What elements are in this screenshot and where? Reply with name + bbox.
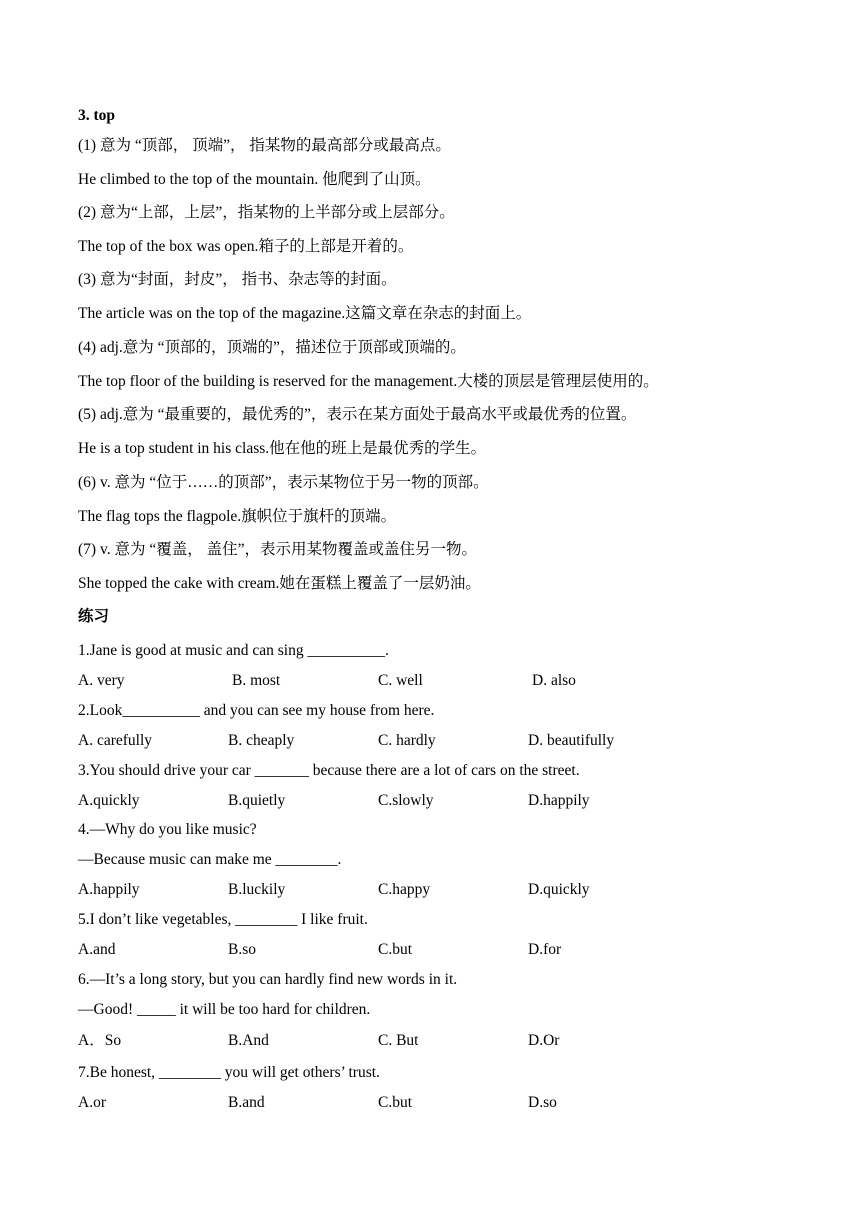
example-sentence: The top of the box was open.箱子的上部是开着的。: [78, 238, 414, 255]
option-d: D. beautifully: [528, 732, 615, 749]
option-d: D.quickly: [528, 881, 590, 898]
option-a: A.or: [78, 1094, 106, 1111]
option-d: D.so: [528, 1094, 557, 1111]
definition-line: (4) adj.意为 “顶部的，顶端的”，描述位于顶部或顶端的。: [78, 339, 466, 356]
example-sentence: The top floor of the building is reserved for the management.大楼的顶层是管理层使用的。: [78, 373, 659, 390]
question-stem-reply: —Because music can make me ________.: [78, 851, 342, 868]
option-a: A. very: [78, 672, 125, 689]
option-c: C.but: [378, 1094, 413, 1111]
question-stem: 5.I don’t like vegetables, ________ I like fruit.: [78, 911, 368, 928]
definition-line: (6) v. 意为 “位于……的顶部”，表示某物位于另一物的顶部。: [78, 474, 489, 491]
option-b: B.and: [228, 1094, 265, 1111]
definition-line: (7) v. 意为 “覆盖， 盖住”，表示用某物覆盖或盖住另一物。: [78, 541, 477, 558]
option-b: B. cheaply: [228, 732, 295, 749]
example-sentence: The flag tops the flagpole.旗帜位于旗杆的顶端。: [78, 508, 397, 525]
example-sentence: He climbed to the top of the mountain. 他爬到了山顶。: [78, 171, 431, 188]
section-heading: 3. top: [78, 107, 116, 124]
exercise-heading: 练习: [78, 608, 110, 625]
example-sentence: She topped the cake with cream.她在蛋糕上覆盖了一层奶油。: [78, 575, 481, 592]
question-stem: 4.—Why do you like music?: [78, 821, 257, 838]
question-stem: 2.Look__________ and you can see my house from here.: [78, 702, 435, 719]
question-options: [78, 1093, 778, 1113]
definition-line: (1) 意为 “顶部， 顶端”， 指某物的最高部分或最高点。: [78, 137, 451, 154]
question-stem: 3.You should drive your car _______ because there are a lot of cars on the street.: [78, 762, 580, 779]
question-options: [78, 791, 778, 811]
question-stem: 7.Be honest, ________ you will get others’ trust.: [78, 1064, 380, 1081]
question-stem: 6.—It’s a long story, but you can hardly find new words in it.: [78, 971, 458, 988]
question-options: [78, 880, 778, 900]
definition-line: (3) 意为“封面，封皮”， 指书、杂志等的封面。: [78, 271, 397, 288]
option-d: D.for: [528, 941, 562, 958]
option-c: C. hardly: [378, 732, 436, 749]
option-d: D.happily: [528, 792, 590, 809]
option-a: A.happily: [78, 881, 140, 898]
option-b: B. most: [232, 672, 281, 689]
option-b: B.luckily: [228, 881, 286, 898]
option-b: B.And: [228, 1032, 269, 1049]
option-a: A. carefully: [78, 732, 153, 749]
question-options: [78, 1031, 778, 1051]
question-options: [78, 731, 778, 751]
option-b: B.quietly: [228, 792, 286, 809]
option-d: D.Or: [528, 1032, 560, 1049]
question-stem: 1.Jane is good at music and can sing __________.: [78, 642, 389, 659]
example-sentence: He is a top student in his class.他在他的班上是最优秀的学生。: [78, 440, 487, 457]
question-options: [78, 940, 778, 960]
option-c: C.but: [378, 941, 413, 958]
option-c: C.slowly: [378, 792, 434, 809]
question-stem-reply: —Good! _____ it will be too hard for children.: [78, 1001, 371, 1018]
option-c: C. But: [378, 1032, 419, 1049]
option-a: A．So: [78, 1032, 122, 1049]
option-a: A.and: [78, 941, 116, 958]
option-d: D. also: [532, 672, 576, 689]
option-c: C. well: [378, 672, 423, 689]
definition-line: (2) 意为“上部，上层”，指某物的上半部分或上层部分。: [78, 204, 455, 221]
example-sentence: The article was on the top of the magazine.这篇文章在杂志的封面上。: [78, 305, 532, 322]
option-b: B.so: [228, 941, 256, 958]
option-c: C.happy: [378, 881, 431, 898]
question-options: [78, 671, 778, 691]
definition-line: (5) adj.意为 “最重要的，最优秀的”，表示在某方面处于最高水平或最优秀的位置。: [78, 406, 637, 423]
option-a: A.quickly: [78, 792, 140, 809]
